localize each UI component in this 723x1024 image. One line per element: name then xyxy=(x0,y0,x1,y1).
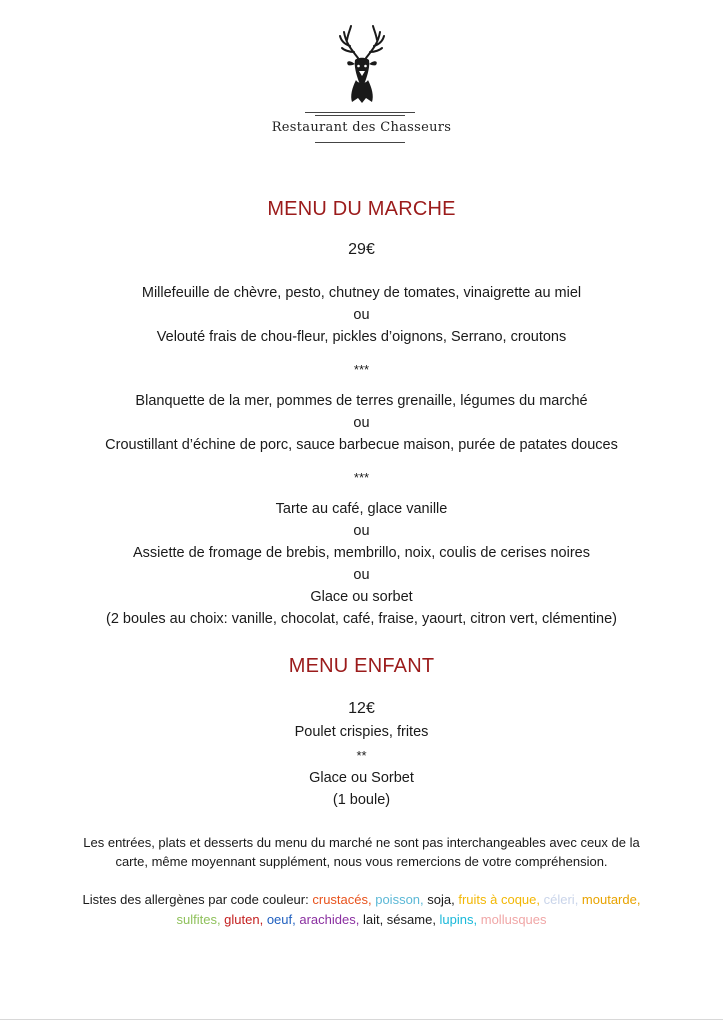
dessert-option: Tarte au café, glace vanille xyxy=(275,501,448,517)
menu-marche-price: 29€ xyxy=(348,241,375,258)
dessert-option: Glace ou sorbet xyxy=(310,589,413,605)
or-separator: ou xyxy=(353,567,370,583)
allergen-moutarde: moutarde, xyxy=(581,892,641,907)
allergen-arachides: arachides, xyxy=(299,912,363,927)
dessert-option: Assiette de fromage de brebis, membrillo, noix, coulis de cerises noires xyxy=(133,545,590,561)
allergen-lait: lait, xyxy=(362,912,387,927)
menu-enfant-title: MENU ENFANT xyxy=(288,655,435,677)
page-bottom-border xyxy=(0,1019,723,1020)
kids-main: Poulet crispies, frites xyxy=(294,724,429,740)
logo-divider-bottom xyxy=(315,142,405,143)
allergen-lupins: lupins, xyxy=(439,912,481,927)
disclaimer-line: Les entrées, plats et desserts du menu du marché ne sont pas interchangeables avec ceux de la xyxy=(83,835,640,850)
allergen-soja: soja, xyxy=(427,892,459,907)
starter-option: Millefeuille de chèvre, pesto, chutney de tomates, vinaigrette au miel xyxy=(141,285,582,301)
main-option: Blanquette de la mer, pommes de terres grenaille, légumes du marché xyxy=(135,393,588,409)
allergens-line-1 xyxy=(0,892,723,907)
menu-enfant-price: 12€ xyxy=(348,700,375,717)
allergen-gluten: gluten, xyxy=(224,912,267,927)
allergen-list-b xyxy=(176,912,546,927)
or-separator: ou xyxy=(353,415,370,431)
or-separator: ou xyxy=(353,307,370,323)
or-separator: ou xyxy=(353,523,370,539)
allergen-fruits-à-coque: fruits à coque, xyxy=(458,892,544,907)
logo-divider-top xyxy=(305,112,415,113)
allergen-crustacés: crustacés, xyxy=(312,892,376,907)
allergen-oeuf: oeuf, xyxy=(266,912,300,927)
stag-head-icon xyxy=(338,24,386,104)
allergen-céleri: céleri, xyxy=(543,892,582,907)
restaurant-name: Restaurant des Chasseurs xyxy=(271,120,452,135)
course-separator: *** xyxy=(353,362,370,377)
kids-dessert-note: (1 boule) xyxy=(332,792,391,808)
kids-dessert: Glace ou Sorbet xyxy=(309,770,414,786)
disclaimer-line: carte, même moyennant supplément, nous vous remercions de votre compréhension. xyxy=(115,854,608,869)
allergens-line-2 xyxy=(0,912,723,927)
menu-marche-title: MENU DU MARCHE xyxy=(267,198,456,220)
allergen-list-a xyxy=(312,892,640,907)
dessert-note: (2 boules au choix: vanille, chocolat, café, fraise, yaourt, citron vert, clémentine) xyxy=(106,611,617,627)
allergens-intro: Listes des allergènes par code couleur: xyxy=(82,892,309,907)
allergen-mollusques: mollusques xyxy=(480,912,547,927)
allergen-sésame: sésame, xyxy=(386,912,440,927)
starter-option: Velouté frais de chou-fleur, pickles d’oignons, Serrano, croutons xyxy=(156,329,567,345)
allergen-poisson: poisson, xyxy=(375,892,428,907)
kids-separator: ** xyxy=(356,748,367,763)
main-option: Croustillant d’échine de porc, sauce barbecue maison, purée de patates douces xyxy=(105,437,618,453)
allergen-sulfites: sulfites, xyxy=(176,912,225,927)
logo xyxy=(0,24,723,104)
logo-divider-top-inner xyxy=(315,115,405,116)
course-separator: *** xyxy=(353,470,370,485)
